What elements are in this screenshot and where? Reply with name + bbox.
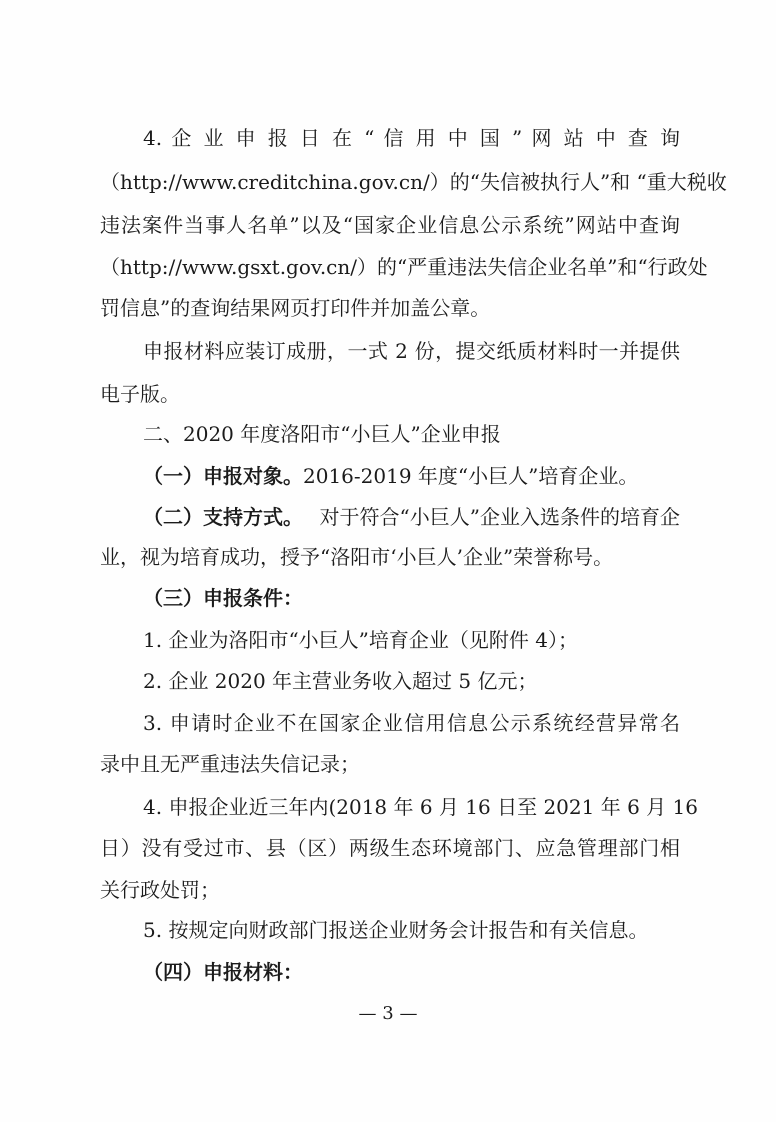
list-item: 4. 申报企业近三年内(2018 年 6 月 16 日至 2021 年 6 月 16 (143, 795, 698, 819)
list-item: 1. 企业为洛阳市“小巨人”培育企业（见附件 4）； (143, 628, 578, 652)
paragraph-line: （http://www.creditchina.gov.cn/）的“失信被执行人”和 “重大税收 (100, 170, 727, 194)
list-item: 5. 按规定向财政部门报送企业财务会计报告和有关信息。 (143, 918, 649, 942)
paragraph-line: 罚信息”的查询结果网页打印件并加盖公章。 (100, 296, 491, 320)
paragraph-line: 4. 企 业 申 报 日 在 “ 信 用 中 国 ” 网 站 中 查 询 (143, 126, 680, 150)
page-number: — 3 — (358, 1003, 418, 1024)
subsection-heading: （四）申报材料： (143, 960, 303, 984)
paragraph-line: 电子版。 (100, 382, 180, 406)
list-item: 2. 企业 2020 年主营业务收入超过 5 亿元； (143, 669, 538, 693)
list-item: 3. 申请时企业不在国家企业信用信息公示系统经营异常名 (143, 711, 680, 735)
paragraph-text: 对于符合“小巨人”企业入选条件的培育企 (319, 505, 680, 529)
subsection-heading: （一）申报对象。 (143, 464, 303, 488)
list-item-continued: 关行政处罚； (100, 878, 220, 902)
paragraph-text: 2016-2019 年度“小巨人”培育企业。 (303, 464, 639, 488)
paragraph-line: （http://www.gsxt.gov.cn/）的“严重违法失信企业名单”和“行政处 (100, 255, 708, 279)
paragraph-line: 违法案件当事人名单”以及“国家企业信息公示系统”网站中查询 (100, 213, 680, 237)
section-heading: 二、2020 年度洛阳市“小巨人”企业申报 (143, 422, 501, 446)
paragraph-line: 业，视为培育成功，授予“洛阳市‘小巨人’企业”荣誉称号。 (100, 545, 614, 569)
list-item-continued: 录中且无严重违法失信记录； (100, 752, 360, 776)
subsection-heading: （三）申报条件： (143, 586, 303, 610)
subsection-heading: （二）支持方式。 (143, 505, 303, 529)
paragraph-line: 申报材料应装订成册，一式 2 份，提交纸质材料时一并提供 (143, 339, 680, 363)
list-item-continued: 日）没有受过市、县（区）两级生态环境部门、应急管理部门相 (100, 836, 680, 860)
